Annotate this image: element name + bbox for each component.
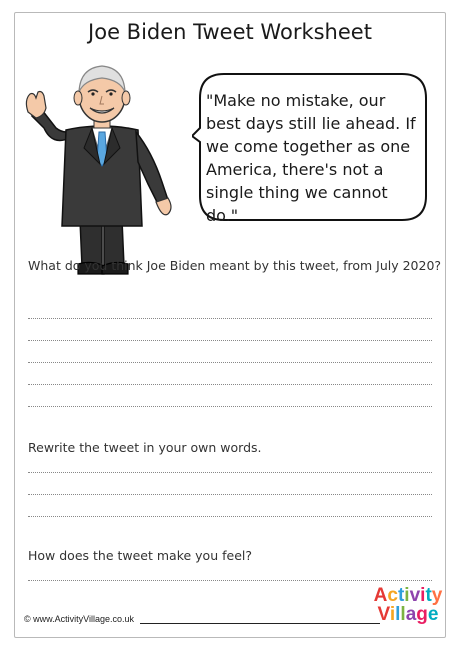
logo-letter: l (400, 604, 406, 625)
answer-line[interactable] (28, 472, 432, 473)
logo-letter: l (395, 604, 401, 625)
logo-letter: c (387, 585, 398, 606)
answer-line[interactable] (28, 516, 432, 517)
answer-line[interactable] (28, 318, 432, 319)
answer-line[interactable] (28, 384, 432, 385)
activity-village-logo (370, 586, 446, 624)
logo-letter: v (409, 585, 421, 606)
question-1: What do you think Joe Biden meant by this tweet, from July 2020? (28, 258, 442, 273)
logo-letter: t (425, 585, 432, 606)
question-3: How does the tweet make you feel? (28, 548, 252, 563)
tweet-quote: "Make no mistake, our best days still lie ahead. If we come together as one America, there's not a single thing we cannot do." (206, 91, 416, 225)
logo-word-activity (370, 586, 446, 605)
question-2: Rewrite the tweet in your own words. (28, 440, 262, 455)
answer-line[interactable] (28, 580, 432, 581)
answer-line[interactable] (28, 340, 432, 341)
logo-letter: i (420, 585, 426, 606)
logo-letter: i (404, 585, 410, 606)
logo-letter: A (373, 585, 388, 606)
page-title: Joe Biden Tweet Worksheet (88, 20, 372, 44)
answer-line[interactable] (28, 406, 432, 407)
copyright-text: © www.ActivityVillage.co.uk (24, 614, 135, 624)
logo-letter: i (389, 604, 396, 625)
answer-line[interactable] (28, 494, 432, 495)
logo-letter: a (405, 604, 417, 625)
logo-letter: t (397, 585, 405, 606)
logo-letter: e (427, 604, 439, 625)
biden-illustration (22, 52, 182, 280)
logo-letter: V (377, 604, 390, 625)
logo-letter: y (431, 585, 443, 606)
logo-letter: g (416, 604, 428, 625)
answer-line[interactable] (28, 362, 432, 363)
footer-divider (140, 623, 380, 624)
logo-word-village (370, 605, 446, 624)
